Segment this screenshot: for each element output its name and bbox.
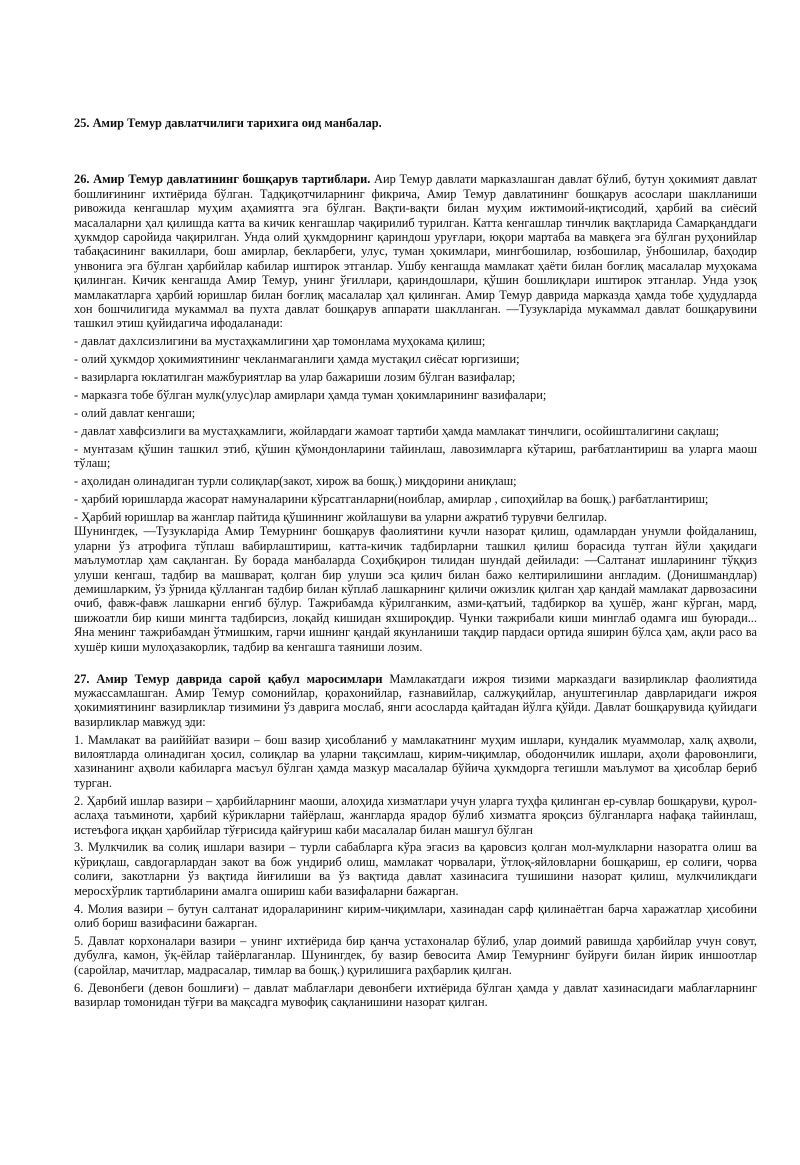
s26-list-item: - вазирларга юклатилган мажбуриятлар ва улар бажариши лозим бўлган вазифалар; — [74, 370, 516, 385]
s26-list-item: - олий ҳукмдор ҳокимиятининг чекланмаганлиги ҳамда мустақил сиёсат юргизиши; — [74, 352, 520, 367]
s26-list-item: - олий давлат кенгаши; — [74, 406, 196, 420]
s26-list-item: - аҳолидан олинадиган турли солиқлар(закот, хирож ва бошқ.) миқдорини аниқлаш; — [74, 474, 517, 489]
s27-list-item: 5. Давлат корхоналари вазири – унинг ихтиёрида бир қанча устахоналар бўлиб, улар доимий равишда ҳарбийлар учун совут, дубулға, камон, ўқ-ёйлар тайёрлаганлар. Шунингдек, бу вазир бевосита Амир Темурнинг буйруғи билан йирик иншоотлар (саройлар, мачитлар, мадрасалар, тимлар ва бошқ.) қурилишига раҳбарлик қилган. — [74, 933, 757, 977]
s26-list-item: - давлат дахлсизлигини ва мустаҳкамлигини ҳар томонлама муҳокама қилиш; — [74, 334, 486, 349]
s27-list-item: 6. Девонбеги (девон бошлиғи) – давлат маблағлари девонбеги ихтиёрида бўлган ҳамда у давлат хазинасидаги маблағларнинг вазирлар томонидан тўғри ва мақсадга мувофиқ сақланишини назорат қилган. — [74, 980, 757, 1010]
s26-list-item: - давлат хавфсизлиги ва мустаҳкамлиги, жойлардаги жамоат тартиби ҳамда мамлакат тинчлиги, осойишталигини сақлаш; — [74, 423, 720, 438]
section-26-intro — [74, 172, 757, 330]
section-26-heading: 26. Амир Темур давлатининг бошқарув тартиблари. — [74, 172, 371, 187]
section-25-heading: 25. Амир Темур давлатчилиги тарихига оид манбалар. — [74, 116, 382, 130]
section-27-intro — [74, 672, 757, 730]
document-page — [74, 116, 757, 1013]
s26-list-item: - марказга тобе бўлган мулк(улус)лар амирлари ҳамда туман ҳокимларининг вазифалари; — [74, 388, 547, 403]
s27-list-item: 2. Ҳарбий ишлар вазири – ҳарбийларнинг маоши, алоҳида хизматлари учун уларга туҳфа қилинган ер-сувлар бошқаруви, қурол-аслаҳа таъминоти, ҳарбий кўрикларни тайёрлаш, жангларда ярадор бўлиб хизматга яроқсиз бўлганларга нафақа тайинлаш, истеъфога иққан ҳарбийлар тўғрисида қайғуриш каби масалалар билан машғул бўлган — [74, 793, 757, 837]
section-27-heading: 27. Амир Темур даврида сарой қабул маросимлари — [74, 671, 383, 686]
s26-list-item: - ҳарбий юришларда жасорат намуналарини кўрсатганларни(ноиблар, амирлар , сипоҳийлар ва бошқ.) рағбатлантириш; — [74, 492, 709, 507]
section-26-intro-text: Аир Темур давлати марказлашган давлат бўлиб, бутун ҳокимият давлат бошлиғининг ихтиёрида бўлган. Тадқиқотчиларнинг фикрича, Амир Темур давлатининг бошқарув асослари шаклланиши ривожида кенгашлар муҳим аҳамиятга эга бўлган. Вақти-вақти билан муҳим ижтимоий-иқтисодий, ҳарбий ва сиёсий масалаларни ҳал қилишда катта ва кичик кенгашлар чақирилиб турилган. Катта кенгашлар тинчлик вақтларида Самарқанддаги ҳукмдор саройида чақирилган. Унда олий ҳукмдорнинг қариндош уруғлари, юқори мартаба ва мавқега эга бўлган руҳонийлар табақасининг вакиллари, бош амирлар, бекларбеги, улус, туман ҳокимлари, мингбошилар, юзбошилар, ўнбошилар, баҳодир унвонига эга бўлган ҳарбийлар кабилар иштирок этганлар. Ушбу кенгашда мамлакат ҳаёти билан боғлиқ масалалар муҳокама қилинган. Кичик кенгашда Амир Темур, унинг ўғиллари, қариндошлари, қўшин бошлиқлари иштирок этганлар. Унда узоқ мамлакатларга ҳарбий юришлар билан боғлиқ масалалар ҳал қилинган. Амир Темур даврида марказда ҳамда тобе ҳудудларда хон бошчилигида мукаммал ва пухта давлат бошқарув аппарати шаклланган. ―Тузукларіда мукаммал давлат бошқарувини ташкил этиш қуйидагича ифодаланади: — [74, 172, 757, 331]
section-26-closing: Шунингдек, ―Тузукларіда Амир Темурнинг бошқарув фаолиятини кучли назорат қилиш, одамлардан унумли фойдаланиш, уларни ўз атрофига тўплаш вабирлаштириш, катта-кичик тадбирларни ташкил қилиш борасида тутган йўли ҳақидаги маълумотлар ҳам сақланган. Бу борада манбаларда Соҳибқирон тилидан шундай дейилади: ―Салтанат ишларининг тўққиз улуши кенгаш, тадбир ва машварат, қолган бир улуши эса қилич билан бажо келтирилишини англадим. (Донишмандлар) демишларким, ўз ўрнида қўлланган тадбир билан кўплаб лашкарнинг қиличи ожизлик қилган ҳар қандай мамлакат дарвозасини очиб, фавж-фавж лашкарни енгиб бўлур. Тажрибамда кўрилганким, азми-қатъий, тадбиркор ва ҳушёр, жанг кўрган, мард, шижоатли бир киши мингта тадбирсиз, лоқайд кишидан яхшироқдир. Чунки тажрибали киши минглаб одамга иш буюради... Яна менинг тажрибамдан ўтмишким, гарчи ишнинг қандай якунланиши тақдир пардаси ортида яширин бўлса ҳам, ақли расо ва хушёр киши мулоҳазакорлик, тадбир ва кенгашга таяниши лозим. — [74, 524, 757, 654]
section-gap — [74, 658, 757, 672]
s27-list-item: 1. Мамлакат ва раийййат вазири – бош вазир ҳисобланиб у мамлакатнинг муҳим ишлари, кундалик муаммолар, халқ аҳволи, вилоятларда олинадиган ҳосил, солиқлар ва уларни тақсимлаш, кирим-чиқимлар, ободончилик ишлари, аҳоли фаровонлиги, хазинанинг аҳволи кабиларга масъул бўлган ҳамда мазкур масалалар бўйича ҳукмдорга тегишли маълумот ва ҳисоблар бериб турган. — [74, 732, 757, 790]
s27-list-item: 3. Мулкчилик ва солиқ ишлари вазири – турли сабабларга кўра эгасиз ва қаровсиз қолган мол-мулкларни назоратга олиш ва кўриқлаш, савдогарлардан закот ва бож ундириб олиш, мамлакат чорвалари, ўтлоқ-яйловларни бошқариш, ер солиғи, чорва солиғи, закотларни ўз вақтида йиғилиши ва ўз вақтида давлат хазинасига тушишини назорат қилиш, мулкчиликдаги меросхўрлик тартибларини амалга ошириш каби вазифаларни бажарган. — [74, 840, 757, 898]
section-27-intro-text: Мамлакатдаги ижроя тизими марказдаги вазирликлар фаолиятида мужассамлашган. Амир Темур сомонийлар, қорахонийлар, ғазнавийлар, салжуқийлар, ануштегинлар даврларидаги ижроя ҳокимиятининг вазирликлар тизимини ўз даврига мослаб, янги асосларда қайтадан йўлга қўйди. Давлат бошқарувида қуйидаги вазирликлар мавжуд эди: — [74, 671, 757, 729]
s27-list-item: 4. Молия вазири – бутун салтанат идораларининг кирим-чиқимлари, хазинадан сарф қилинаётган барча харажатлар ҳисобини олиб бориш вазифасини бажарган. — [74, 901, 757, 930]
s26-list-item: - мунтазам қўшин ташкил этиб, қўшин қўмондонларини тайинлаш, лавозимларга кўтариш, рағбатлантириш ва уларга маош тўлаш; — [74, 441, 757, 471]
s26-list-item: - Ҳарбий юришлар ва жанглар пайтида қўшиннинг жойлашуви ва уларни ажратиб турувчи белгилар. — [74, 509, 607, 524]
